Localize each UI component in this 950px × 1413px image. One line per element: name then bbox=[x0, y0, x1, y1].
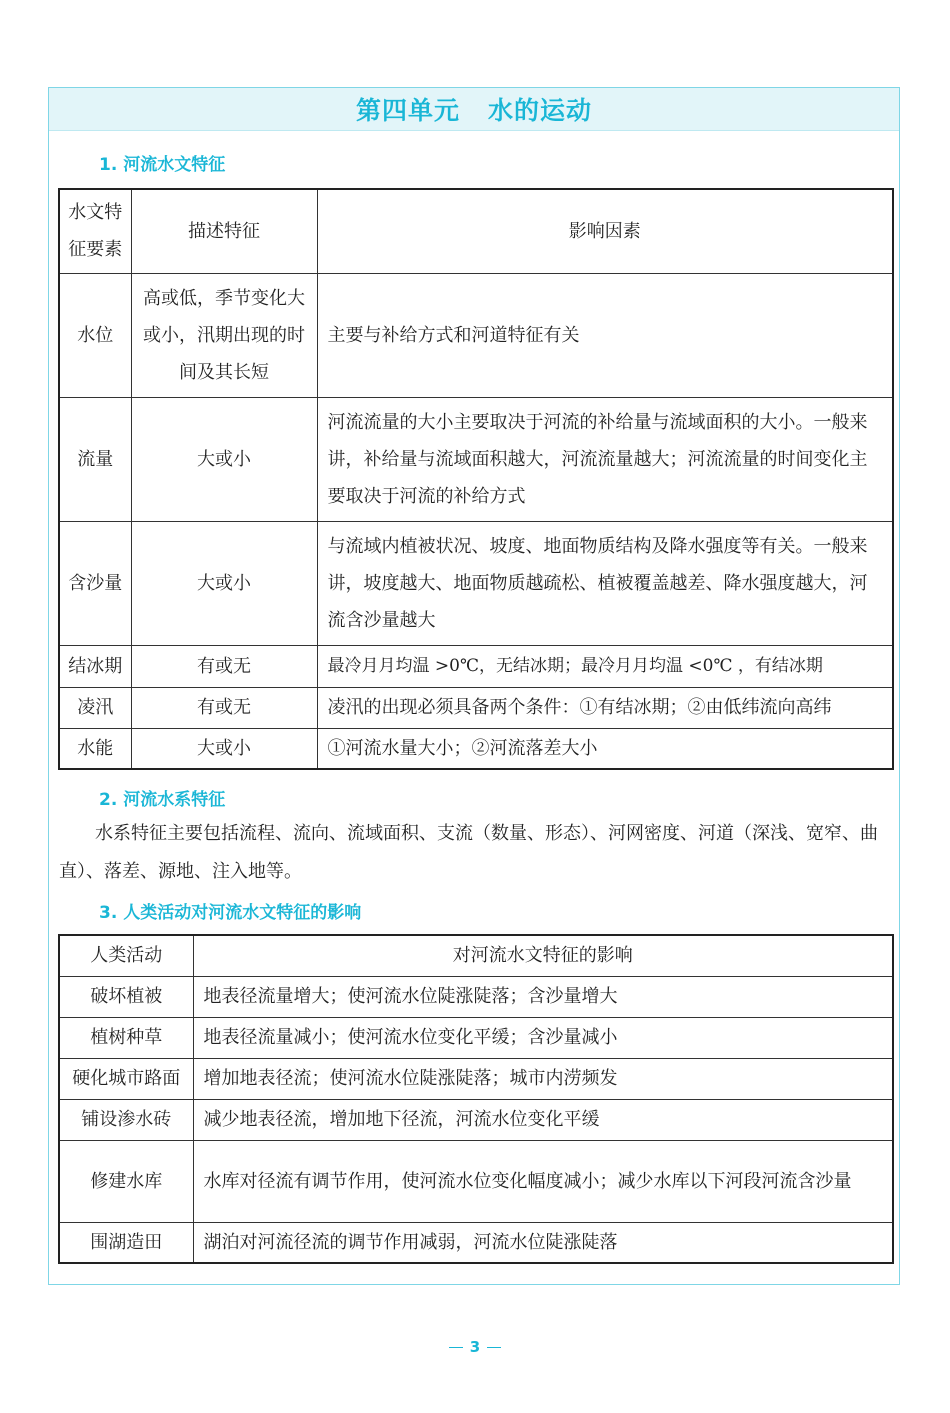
table-header-row bbox=[59, 935, 893, 976]
impact-cell: 地表径流量减小；使河流水位变化平缓；含沙量减小 bbox=[193, 1017, 893, 1058]
header-cell: 影响因素 bbox=[317, 189, 893, 273]
factor-cell: 结冰期 bbox=[59, 645, 131, 687]
table-row bbox=[59, 1140, 893, 1222]
header-cell: 描述特征 bbox=[131, 189, 317, 273]
hydrology-table bbox=[58, 188, 894, 770]
page-number-value: 3 bbox=[469, 1338, 481, 1356]
table-row bbox=[59, 397, 893, 521]
activity-cell: 修建水库 bbox=[59, 1140, 193, 1222]
factor-cell: 水位 bbox=[59, 273, 131, 397]
impact-cell: 水库对径流有调节作用，使河流水位变化幅度减小；减少水库以下河段河流含沙量 bbox=[193, 1140, 893, 1222]
influence-cell: 河流流量的大小主要取决于河流的补给量与流域面积的大小。一般来讲，补给量与流域面积越大，河流流量越大；河流流量的时间变化主要取决于河流的补给方式 bbox=[317, 397, 893, 521]
activity-cell: 围湖造田 bbox=[59, 1222, 193, 1263]
impact-cell: 湖泊对河流径流的调节作用减弱，河流水位陡涨陡落 bbox=[193, 1222, 893, 1263]
influence-cell: ①河流水量大小；②河流落差大小 bbox=[317, 728, 893, 769]
section1-heading: 1. 河流水文特征 bbox=[99, 155, 226, 175]
desc-cell: 有或无 bbox=[131, 645, 317, 687]
header-cell: 对河流水文特征的影响 bbox=[193, 935, 893, 976]
unit-name: 水的运动 bbox=[488, 96, 593, 125]
influence-cell: 凌汛的出现必须具备两个条件：①有结冰期；②由低纬流向高纬 bbox=[317, 687, 893, 728]
factor-cell: 水能 bbox=[59, 728, 131, 769]
activity-cell: 铺设渗水砖 bbox=[59, 1099, 193, 1140]
section2-heading: 2. 河流水系特征 bbox=[99, 790, 226, 810]
desc-cell: 高或低，季节变化大或小，汛期出现的时间及其长短 bbox=[131, 273, 317, 397]
table-row bbox=[59, 1058, 893, 1099]
table-row bbox=[59, 273, 893, 397]
unit-title-bar bbox=[49, 88, 899, 131]
activity-cell: 植树种草 bbox=[59, 1017, 193, 1058]
activity-cell: 破坏植被 bbox=[59, 976, 193, 1017]
table-row bbox=[59, 687, 893, 728]
impact-cell: 地表径流量增大；使河流水位陡涨陡落；含沙量增大 bbox=[193, 976, 893, 1017]
page-number bbox=[0, 1338, 950, 1356]
desc-cell: 大或小 bbox=[131, 728, 317, 769]
header-cell: 人类活动 bbox=[59, 935, 193, 976]
table-row bbox=[59, 521, 893, 645]
table-row bbox=[59, 1099, 893, 1140]
dash-decoration bbox=[449, 1347, 463, 1349]
section3-heading: 3. 人类活动对河流水文特征的影响 bbox=[99, 903, 362, 923]
dash-decoration bbox=[487, 1347, 501, 1349]
human-activity-table bbox=[58, 934, 894, 1264]
factor-cell: 含沙量 bbox=[59, 521, 131, 645]
table-header-row bbox=[59, 189, 893, 273]
factor-cell: 流量 bbox=[59, 397, 131, 521]
table-row bbox=[59, 728, 893, 769]
table-row bbox=[59, 1017, 893, 1058]
section2-paragraph: 水系特征主要包括流程、流向、流域面积、支流（数量、形态）、河网密度、河道（深浅、宽窄、曲直）、落差、源地、注入地等。 bbox=[59, 823, 878, 882]
factor-cell: 凌汛 bbox=[59, 687, 131, 728]
table-row bbox=[59, 976, 893, 1017]
impact-cell: 增加地表径流；使河流水位陡涨陡落；城市内涝频发 bbox=[193, 1058, 893, 1099]
influence-cell: 与流域内植被状况、坡度、地面物质结构及降水强度等有关。一般来讲，坡度越大、地面物质越疏松、植被覆盖越差、降水强度越大，河流含沙量越大 bbox=[317, 521, 893, 645]
desc-cell: 大或小 bbox=[131, 397, 317, 521]
header-cell: 水文特征要素 bbox=[59, 189, 131, 273]
influence-cell: 最冷月月均温 >0℃，无结冰期；最冷月月均温 <0℃ ，有结冰期 bbox=[317, 645, 893, 687]
desc-cell: 有或无 bbox=[131, 687, 317, 728]
table-row bbox=[59, 645, 893, 687]
activity-cell: 硬化城市路面 bbox=[59, 1058, 193, 1099]
table-row bbox=[59, 1222, 893, 1263]
content-frame bbox=[48, 87, 900, 1285]
influence-cell: 主要与补给方式和河道特征有关 bbox=[317, 273, 893, 397]
impact-cell: 减少地表径流，增加地下径流，河流水位变化平缓 bbox=[193, 1099, 893, 1140]
unit-number: 第四单元 bbox=[355, 96, 460, 125]
desc-cell: 大或小 bbox=[131, 521, 317, 645]
